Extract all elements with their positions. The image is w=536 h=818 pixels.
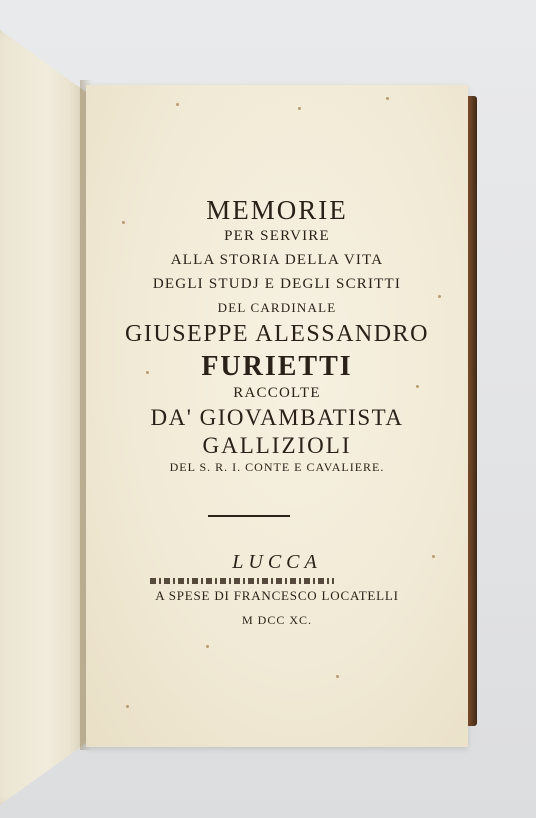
subtitle-line-3: DEGLI STUDJ E DEGLI SCRITTI	[152, 276, 402, 292]
imprint-year: M DCC XC.	[241, 613, 312, 627]
subtitle-line-2: ALLA STORIA DELLA VITA	[170, 252, 384, 268]
foxing-speck	[298, 107, 301, 110]
author-name: DA' GIOVAMBATISTA	[150, 405, 404, 430]
subtitle-line-4: DEL CARDINALE	[217, 300, 337, 315]
left-blank-page	[0, 30, 86, 805]
title-page	[86, 85, 468, 747]
ornamental-rule	[150, 578, 334, 584]
foxing-speck	[176, 103, 179, 106]
subtitle-line-1: PER SERVIRE	[224, 228, 330, 244]
imprint-publisher: A SPESE DI FRANCESCO LOCATELLI	[155, 588, 399, 603]
author-surname: GALLIZIOLI	[202, 433, 352, 458]
foxing-speck	[126, 705, 129, 708]
foxing-speck	[206, 645, 209, 648]
horizontal-rule	[208, 515, 290, 517]
imprint-place: LUCCA	[232, 551, 322, 573]
foxing-speck	[438, 295, 441, 298]
title-memorie: MEMORIE	[206, 195, 348, 225]
subject-surname: FURIETTI	[201, 351, 353, 382]
author-title: DEL S. R. I. CONTE E CAVALIERE.	[169, 460, 385, 474]
raccolte-line: RACCOLTE	[233, 385, 321, 401]
foxing-speck	[386, 97, 389, 100]
foxing-speck	[336, 675, 339, 678]
subject-first-names: GIUSEPPE ALESSANDRO	[125, 321, 429, 347]
